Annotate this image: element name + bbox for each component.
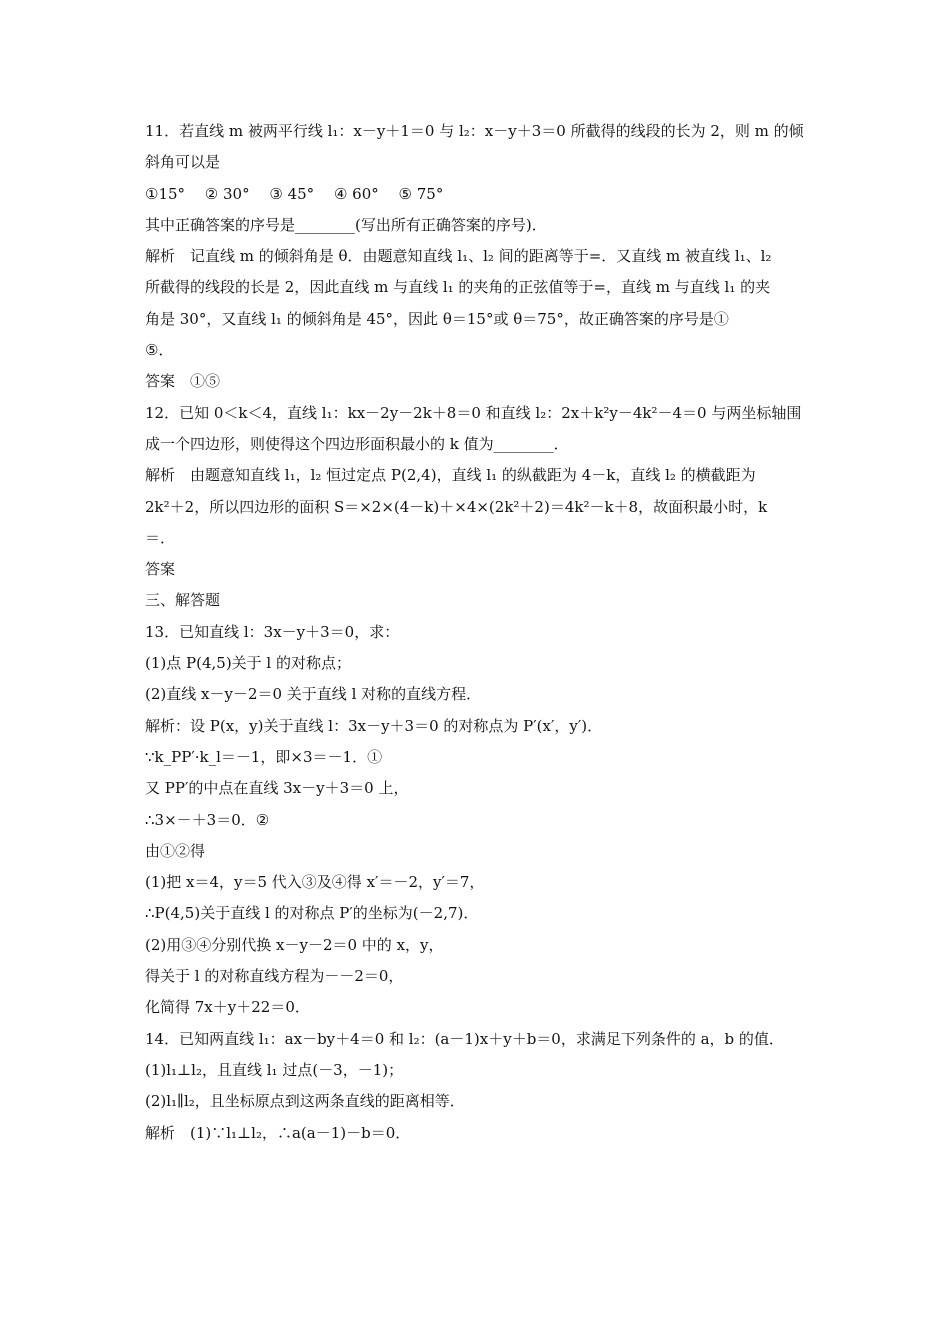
problem-13-part-2: (2)直线 x－y－2＝0 关于直线 l 对称的直线方程． bbox=[145, 685, 482, 704]
problem-12-stem-cont: 成一个四边形，则使得这个四边形面积最小的 k 值为________． bbox=[145, 434, 569, 453]
problem-11-stem-cont: 斜角可以是 bbox=[145, 153, 221, 172]
problem-13-solution-step: 得关于 l 的对称直线方程为－－2＝0， bbox=[145, 967, 404, 986]
problem-11-options: ①15° ② 30° ③ 45° ④ 60° ⑤ 75° bbox=[145, 184, 444, 203]
problem-13-part-1: (1)点 P(4,5)关于 l 的对称点； bbox=[145, 654, 352, 673]
problem-12-stem: 12．已知 0＜k＜4，直线 l₁：kx－2y－2k＋8＝0 和直线 l₂：2x＋k²y－4k²－4＝0 与两坐标轴围 bbox=[145, 403, 802, 422]
problem-12-solution: 解析 由题意知直线 l₁，l₂ 恒过定点 P(2,4)，直线 l₁ 的纵截距为 4－k，直线 l₂ 的横截距为 bbox=[145, 466, 756, 485]
problem-11-solution-cont: 角是 30°，又直线 l₁ 的倾斜角是 45°，因此 θ＝15°或 θ＝75°，故正确答案的序号是① bbox=[145, 309, 729, 328]
problem-13-solution-step: 化简得 7x＋y＋22＝0． bbox=[145, 998, 310, 1017]
problem-14-solution: 解析 (1)∵l₁⊥l₂，∴a(a－1)－b＝0． bbox=[145, 1123, 411, 1142]
problem-11-solution: 解析 记直线 m 的倾斜角是 θ．由题意知直线 l₁、l₂ 间的距离等于=．又直线 m 被直线 l₁、l₂ bbox=[145, 247, 772, 266]
problem-12-solution-cont: 2k²＋2，所以四边形的面积 S＝×2×(4－k)＋×4×(2k²＋2)＝4k²－k＋8，故面积最小时，k bbox=[145, 497, 768, 516]
problem-11-answer: 答案 ①⑤ bbox=[145, 372, 221, 391]
problem-13-solution: 解析：设 P(x，y)关于直线 l：3x－y＋3＝0 的对称点为 P′(x′，y′)． bbox=[145, 716, 603, 735]
problem-13-solution-step: (2)用③④分别代换 x－y－2＝0 中的 x，y， bbox=[145, 935, 444, 954]
problem-13-solution-step: 由①②得 bbox=[145, 841, 206, 860]
problem-14-stem: 14．已知两直线 l₁：ax－by＋4＝0 和 l₂：(a－1)x＋y＋b＝0，求满足下列条件的 a，b 的值． bbox=[145, 1029, 784, 1048]
problem-14-part-2: (2)l₁∥l₂，且坐标原点到这两条直线的距离相等． bbox=[145, 1092, 465, 1111]
problem-14-part-1: (1)l₁⊥l₂，且直线 l₁ 过点(－3，－1)； bbox=[145, 1060, 404, 1079]
section-heading: 三、解答题 bbox=[145, 591, 221, 610]
problem-11-solution-end: ⑤． bbox=[145, 341, 174, 360]
problem-13-stem: 13．已知直线 l：3x－y＋3＝0，求： bbox=[145, 622, 400, 641]
problem-13-solution-step: (1)把 x＝4，y＝5 代入③及④得 x′＝－2，y′＝7， bbox=[145, 873, 485, 892]
problem-11-solution-cont: 所截得的线段的长是 2，因此直线 m 与直线 l₁ 的夹角的正弦值等于=，直线 m 与直线 l₁ 的夹 bbox=[145, 278, 771, 297]
problem-11-stem: 11．若直线 m 被两平行线 l₁：x－y＋1＝0 与 l₂：x－y＋3＝0 所截得的线段的长为 2，则 m 的倾 bbox=[145, 122, 804, 140]
problem-13-solution-step: ∴3×－＋3＝0．② bbox=[145, 810, 270, 829]
problem-12-answer: 答案 bbox=[145, 560, 176, 579]
problem-12-solution-end: ＝． bbox=[145, 528, 176, 547]
problem-11-blank: 其中正确答案的序号是________(写出所有正确答案的序号)． bbox=[145, 215, 547, 234]
problem-13-solution-step: ∵k_PP′·k_l＝－1，即×3＝－1．① bbox=[145, 747, 383, 766]
problem-13-solution-step: ∴P(4,5)关于直线 l 的对称点 P′的坐标为(－2,7)． bbox=[145, 904, 479, 923]
problem-13-solution-step: 又 PP′的中点在直线 3x－y＋3＝0 上， bbox=[145, 779, 409, 798]
document-body bbox=[145, 116, 815, 1149]
